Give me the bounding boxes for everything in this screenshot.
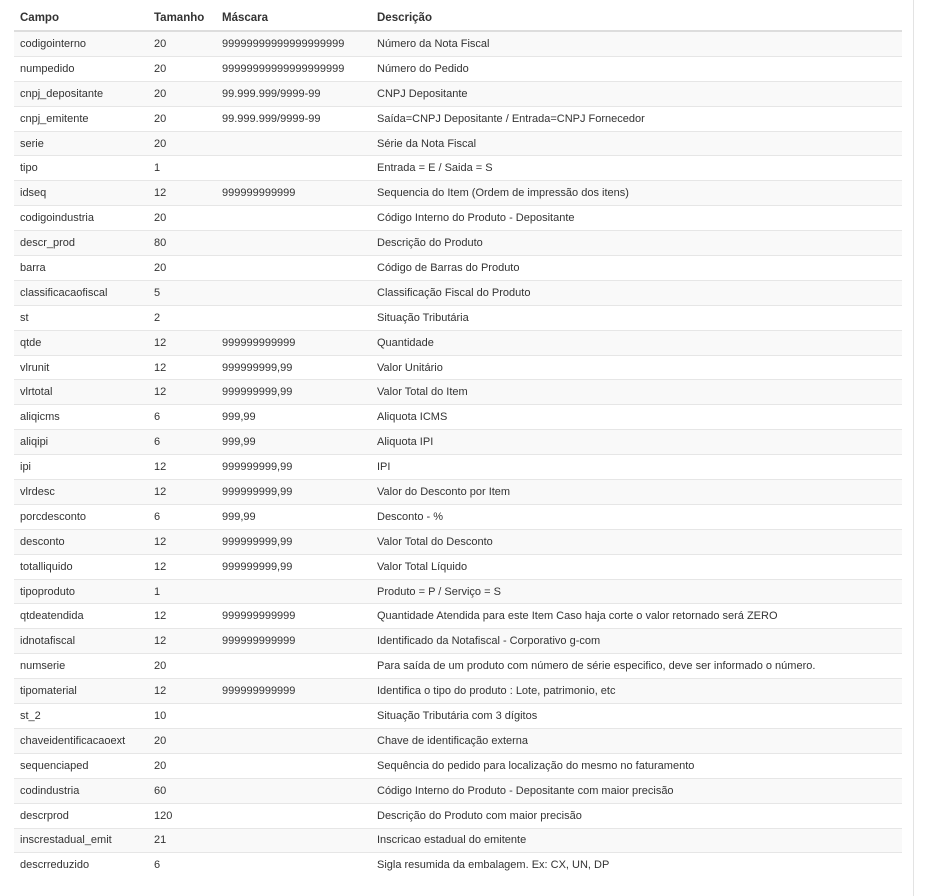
cell-tamanho: 12 xyxy=(148,355,216,380)
cell-campo: vlrtotal xyxy=(14,380,148,405)
cell-descricao: Código Interno do Produto - Depositante com maior precisão xyxy=(371,778,902,803)
header-descricao: Descrição xyxy=(371,5,902,31)
cell-tamanho: 12 xyxy=(148,480,216,505)
cell-mascara xyxy=(216,753,371,778)
cell-mascara xyxy=(216,828,371,853)
cell-mascara xyxy=(216,654,371,679)
cell-campo: desconto xyxy=(14,529,148,554)
cell-tamanho: 12 xyxy=(148,380,216,405)
cell-descricao: Quantidade xyxy=(371,330,902,355)
table-row xyxy=(14,405,902,430)
table-row xyxy=(14,778,902,803)
cell-tamanho: 12 xyxy=(148,181,216,206)
cell-campo: descrreduzido xyxy=(14,853,148,877)
cell-descricao: Desconto - % xyxy=(371,504,902,529)
cell-tamanho: 1 xyxy=(148,579,216,604)
table-row xyxy=(14,280,902,305)
table-body xyxy=(14,31,902,877)
cell-mascara: 999999999999 xyxy=(216,604,371,629)
cell-campo: totalliquido xyxy=(14,554,148,579)
cell-mascara xyxy=(216,131,371,156)
cell-descricao: Situação Tributária com 3 dígitos xyxy=(371,704,902,729)
cell-mascara: 99999999999999999999 xyxy=(216,31,371,56)
cell-descricao: Sigla resumida da embalagem. Ex: CX, UN, DP xyxy=(371,853,902,877)
cell-descricao: Descrição do Produto xyxy=(371,231,902,256)
cell-campo: codigointerno xyxy=(14,31,148,56)
cell-descricao: Chave de identificação externa xyxy=(371,728,902,753)
cell-descricao: Valor do Desconto por Item xyxy=(371,480,902,505)
cell-mascara: 999,99 xyxy=(216,504,371,529)
cell-mascara xyxy=(216,280,371,305)
cell-mascara: 999,99 xyxy=(216,430,371,455)
header-tamanho: Tamanho xyxy=(148,5,216,31)
table-row xyxy=(14,728,902,753)
cell-campo: codigoindustria xyxy=(14,206,148,231)
table-row xyxy=(14,480,902,505)
cell-descricao: Sequência do pedido para localização do mesmo no faturamento xyxy=(371,753,902,778)
cell-tamanho: 20 xyxy=(148,31,216,56)
cell-descricao: Para saída de um produto com número de série especifico, deve ser informado o número. xyxy=(371,654,902,679)
cell-tamanho: 12 xyxy=(148,455,216,480)
table-row xyxy=(14,81,902,106)
cell-mascara: 999999999,99 xyxy=(216,529,371,554)
table-row xyxy=(14,654,902,679)
cell-tamanho: 21 xyxy=(148,828,216,853)
cell-mascara xyxy=(216,206,371,231)
table-row xyxy=(14,131,902,156)
table-row xyxy=(14,156,902,181)
cell-descricao: Quantidade Atendida para este Item Caso haja corte o valor retornado será ZERO xyxy=(371,604,902,629)
cell-descricao: Saída=CNPJ Depositante / Entrada=CNPJ Fornecedor xyxy=(371,106,902,131)
cell-campo: numserie xyxy=(14,654,148,679)
cell-descricao: Aliquota IPI xyxy=(371,430,902,455)
table-row xyxy=(14,31,902,56)
cell-tamanho: 12 xyxy=(148,330,216,355)
cell-campo: inscrestadual_emit xyxy=(14,828,148,853)
cell-tamanho: 12 xyxy=(148,629,216,654)
cell-mascara: 99999999999999999999 xyxy=(216,56,371,81)
cell-mascara xyxy=(216,156,371,181)
cell-mascara xyxy=(216,778,371,803)
cell-mascara xyxy=(216,704,371,729)
table-row xyxy=(14,604,902,629)
cell-campo: ipi xyxy=(14,455,148,480)
cell-descricao: IPI xyxy=(371,455,902,480)
cell-campo: st xyxy=(14,305,148,330)
cell-mascara: 999,99 xyxy=(216,405,371,430)
cell-mascara: 999999999,99 xyxy=(216,480,371,505)
cell-campo: serie xyxy=(14,131,148,156)
cell-descricao: Descrição do Produto com maior precisão xyxy=(371,803,902,828)
table-row xyxy=(14,106,902,131)
table-row xyxy=(14,181,902,206)
table-row xyxy=(14,330,902,355)
cell-mascara xyxy=(216,231,371,256)
cell-tamanho: 20 xyxy=(148,106,216,131)
cell-campo: porcdesconto xyxy=(14,504,148,529)
cell-mascara xyxy=(216,803,371,828)
cell-tamanho: 20 xyxy=(148,56,216,81)
cell-descricao: Código de Barras do Produto xyxy=(371,256,902,281)
cell-mascara: 999999999999 xyxy=(216,629,371,654)
cell-tamanho: 2 xyxy=(148,305,216,330)
table-row xyxy=(14,679,902,704)
cell-tamanho: 20 xyxy=(148,206,216,231)
cell-descricao: Classificação Fiscal do Produto xyxy=(371,280,902,305)
cell-descricao: Identifica o tipo do produto : Lote, patrimonio, etc xyxy=(371,679,902,704)
cell-campo: tipoproduto xyxy=(14,579,148,604)
table-row xyxy=(14,554,902,579)
cell-mascara: 99.999.999/9999-99 xyxy=(216,81,371,106)
table-row xyxy=(14,704,902,729)
cell-descricao: Inscricao estadual do emitente xyxy=(371,828,902,853)
cell-campo: descr_prod xyxy=(14,231,148,256)
cell-descricao: Aliquota ICMS xyxy=(371,405,902,430)
cell-tamanho: 12 xyxy=(148,529,216,554)
cell-descricao: Situação Tributária xyxy=(371,305,902,330)
cell-descricao: Série da Nota Fiscal xyxy=(371,131,902,156)
cell-mascara: 999999999999 xyxy=(216,330,371,355)
cell-campo: sequenciaped xyxy=(14,753,148,778)
cell-tamanho: 12 xyxy=(148,604,216,629)
cell-tamanho: 20 xyxy=(148,753,216,778)
table-row xyxy=(14,529,902,554)
cell-descricao: Valor Total do Item xyxy=(371,380,902,405)
cell-descricao: Código Interno do Produto - Depositante xyxy=(371,206,902,231)
cell-campo: tipo xyxy=(14,156,148,181)
cell-mascara xyxy=(216,579,371,604)
table-row xyxy=(14,231,902,256)
fields-table xyxy=(14,5,902,877)
table-row xyxy=(14,629,902,654)
cell-descricao: Valor Unitário xyxy=(371,355,902,380)
cell-mascara: 999999999,99 xyxy=(216,355,371,380)
cell-tamanho: 20 xyxy=(148,256,216,281)
cell-tamanho: 6 xyxy=(148,504,216,529)
cell-mascara: 999999999999 xyxy=(216,181,371,206)
table-row xyxy=(14,380,902,405)
cell-mascara: 99.999.999/9999-99 xyxy=(216,106,371,131)
table-row xyxy=(14,803,902,828)
cell-mascara: 999999999,99 xyxy=(216,380,371,405)
cell-tamanho: 20 xyxy=(148,654,216,679)
cell-mascara: 999999999,99 xyxy=(216,455,371,480)
cell-campo: vlrdesc xyxy=(14,480,148,505)
cell-campo: numpedido xyxy=(14,56,148,81)
cell-campo: tipomaterial xyxy=(14,679,148,704)
cell-mascara: 999999999,99 xyxy=(216,554,371,579)
cell-descricao: Sequencia do Item (Ordem de impressão dos itens) xyxy=(371,181,902,206)
cell-tamanho: 20 xyxy=(148,81,216,106)
cell-campo: aliqipi xyxy=(14,430,148,455)
cell-mascara xyxy=(216,256,371,281)
table-row xyxy=(14,455,902,480)
cell-tamanho: 80 xyxy=(148,231,216,256)
cell-campo: idnotafiscal xyxy=(14,629,148,654)
cell-tamanho: 20 xyxy=(148,728,216,753)
cell-tamanho: 120 xyxy=(148,803,216,828)
cell-tamanho: 12 xyxy=(148,554,216,579)
table-row xyxy=(14,828,902,853)
table-row xyxy=(14,206,902,231)
cell-tamanho: 5 xyxy=(148,280,216,305)
cell-descricao: Produto = P / Serviço = S xyxy=(371,579,902,604)
cell-campo: qtde xyxy=(14,330,148,355)
cell-descricao: Número do Pedido xyxy=(371,56,902,81)
header-mascara: Máscara xyxy=(216,5,371,31)
table-row xyxy=(14,355,902,380)
cell-tamanho: 10 xyxy=(148,704,216,729)
cell-descricao: CNPJ Depositante xyxy=(371,81,902,106)
cell-tamanho: 12 xyxy=(148,679,216,704)
table-row xyxy=(14,579,902,604)
table-row xyxy=(14,504,902,529)
cell-campo: st_2 xyxy=(14,704,148,729)
table-header xyxy=(14,5,902,31)
cell-mascara xyxy=(216,728,371,753)
cell-tamanho: 60 xyxy=(148,778,216,803)
header-campo: Campo xyxy=(14,5,148,31)
cell-mascara: 999999999999 xyxy=(216,679,371,704)
cell-campo: vlrunit xyxy=(14,355,148,380)
table-row xyxy=(14,305,902,330)
cell-tamanho: 6 xyxy=(148,853,216,877)
cell-campo: cnpj_depositante xyxy=(14,81,148,106)
cell-tamanho: 1 xyxy=(148,156,216,181)
table-row xyxy=(14,753,902,778)
cell-tamanho: 20 xyxy=(148,131,216,156)
table-row xyxy=(14,430,902,455)
cell-campo: barra xyxy=(14,256,148,281)
cell-tamanho: 6 xyxy=(148,430,216,455)
table-row xyxy=(14,256,902,281)
cell-descricao: Número da Nota Fiscal xyxy=(371,31,902,56)
cell-campo: classificacaofiscal xyxy=(14,280,148,305)
table-row xyxy=(14,853,902,877)
cell-campo: aliqicms xyxy=(14,405,148,430)
cell-campo: idseq xyxy=(14,181,148,206)
cell-descricao: Identificado da Notafiscal - Corporativo g-com xyxy=(371,629,902,654)
cell-tamanho: 6 xyxy=(148,405,216,430)
header-row xyxy=(14,5,902,31)
cell-campo: codindustria xyxy=(14,778,148,803)
cell-campo: chaveidentificacaoext xyxy=(14,728,148,753)
cell-descricao: Entrada = E / Saida = S xyxy=(371,156,902,181)
cell-campo: qtdeatendida xyxy=(14,604,148,629)
cell-descricao: Valor Total Líquido xyxy=(371,554,902,579)
cell-campo: descrprod xyxy=(14,803,148,828)
cell-mascara xyxy=(216,305,371,330)
table-row xyxy=(14,56,902,81)
cell-mascara xyxy=(216,853,371,877)
cell-descricao: Valor Total do Desconto xyxy=(371,529,902,554)
cell-campo: cnpj_emitente xyxy=(14,106,148,131)
